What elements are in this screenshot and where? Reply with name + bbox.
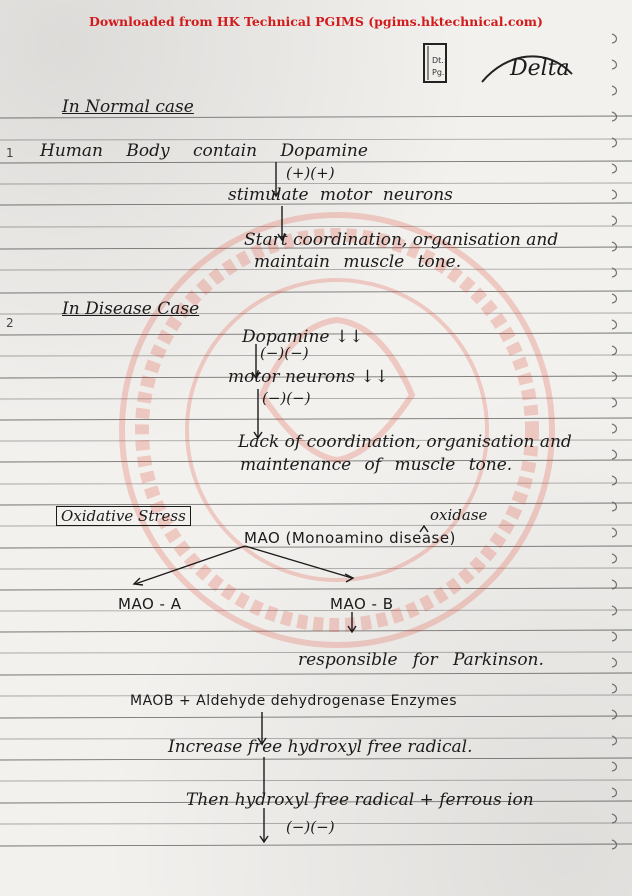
then-line: Then hydroxyl free radical + ferrous ion xyxy=(186,790,534,810)
normal-case-heading: In Normal case xyxy=(62,97,194,117)
normal-line-1: Human Body contain Dopamine xyxy=(40,141,368,161)
disease-sign-1: (−)(−) xyxy=(260,344,309,362)
mao-line: MAO (Monoamino disease) xyxy=(244,529,456,547)
disease-sign-2: (−)(−) xyxy=(262,389,311,407)
responsible-line: responsible for Parkinson. xyxy=(298,650,544,670)
disease-line-3: Lack of coordination, organisation and xyxy=(238,432,572,452)
oxidative-stress-box: Oxidative Stress xyxy=(56,506,191,526)
maob-enzymes-line: MAOB + Aldehyde dehydrogenase Enzymes xyxy=(130,693,458,709)
margin-mark-1: 1 xyxy=(6,146,14,160)
bottom-sign: (−)(−) xyxy=(286,818,335,836)
date-label: Dt.: xyxy=(432,56,447,65)
brand-name: Delta xyxy=(510,56,570,81)
margin-mark-2: 2 xyxy=(6,316,14,330)
mao-b-label: MAO - B xyxy=(330,595,394,613)
disease-line-1: Dopamine ↓↓ xyxy=(242,327,364,347)
normal-line-2: stimulate motor neurons xyxy=(228,185,453,205)
disease-line-4: maintenance of muscle tone. xyxy=(240,455,513,475)
mao-a-label: MAO - A xyxy=(118,595,182,613)
download-banner: Downloaded from HK Technical PGIMS (pgims.hktechnical.com) xyxy=(89,14,543,29)
increase-line: Increase free hydroxyl free radical. xyxy=(168,737,473,757)
normal-sign-1: (+)(+) xyxy=(286,164,335,182)
normal-line-3: Start coordination, organisation and xyxy=(244,230,559,250)
page-label: Pg.: xyxy=(432,68,448,77)
normal-line-4: maintain muscle tone. xyxy=(254,252,462,272)
disease-line-2: motor neurons ↓↓ xyxy=(228,367,389,387)
oxidase-note: oxidase xyxy=(430,506,488,524)
disease-case-heading: In Disease Case xyxy=(62,299,200,319)
